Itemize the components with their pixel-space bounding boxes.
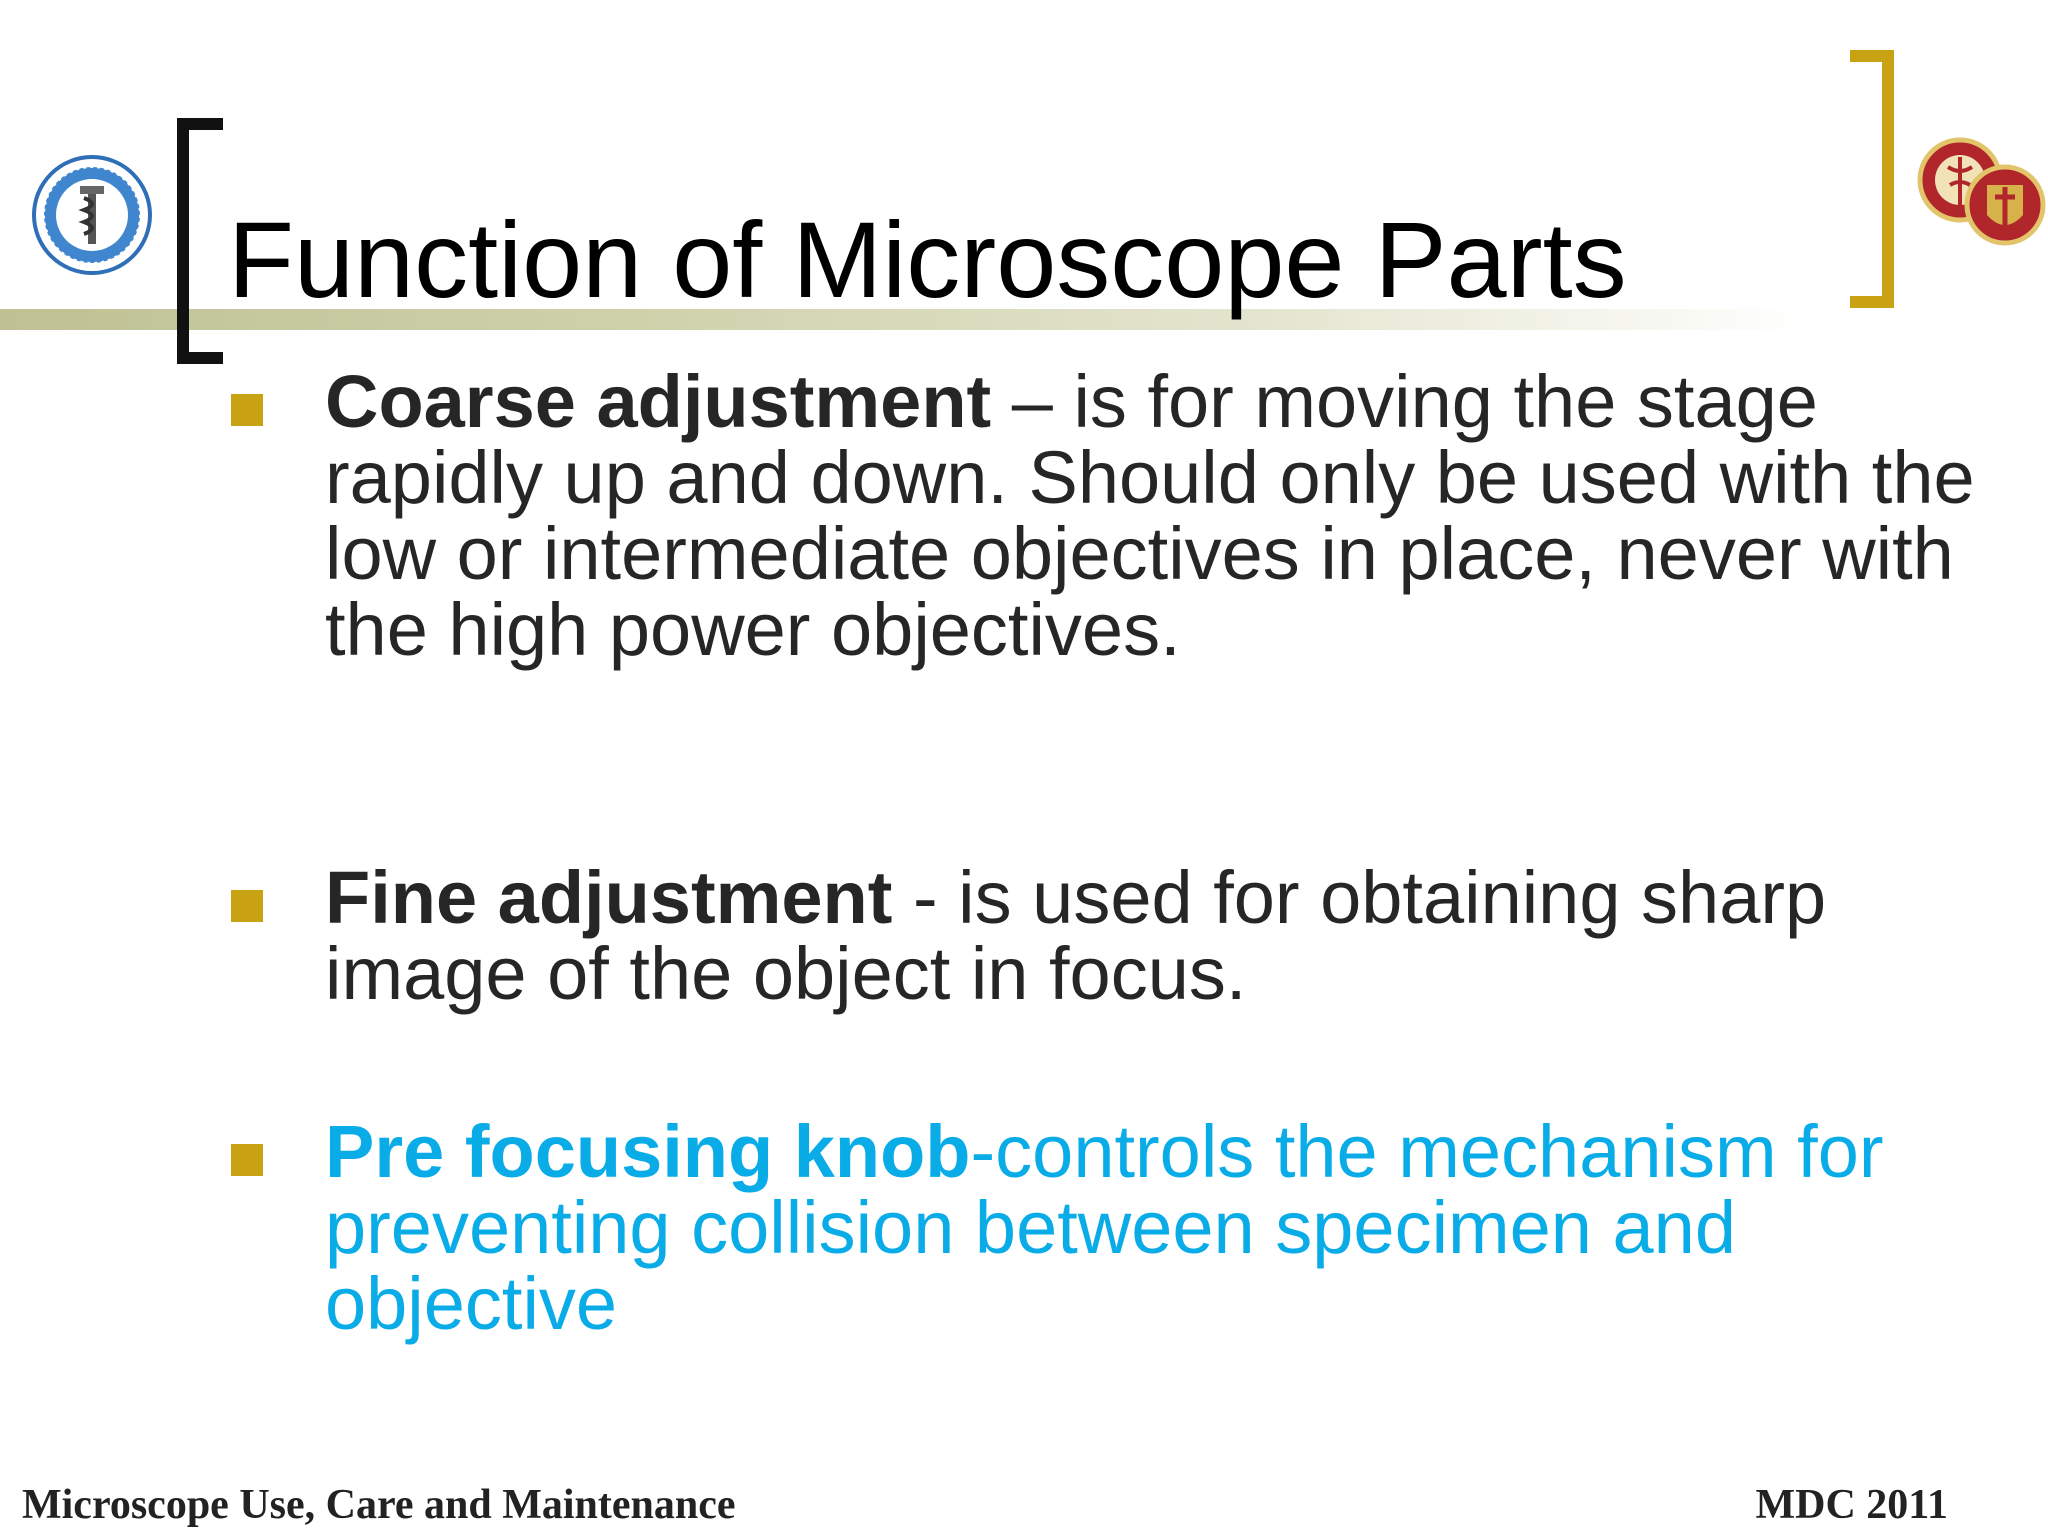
bullet-term: Fine adjustment — [325, 856, 893, 939]
slide-title: Function of Microscope Parts — [228, 199, 1627, 320]
bullet-description: - is used for obtaining sharp image of the object in focus. — [325, 856, 1827, 1015]
footer-date-label: MDC 2011 — [1755, 1482, 1948, 1528]
bullet-marker-icon — [231, 394, 263, 426]
bullet-description: -controls the mechanism for preventing collision between specimen and objective — [325, 1110, 1884, 1345]
bullet-item-coarse-adjustment — [325, 360, 2005, 671]
bullet-description: – is for moving the stage rapidly up and down. Should only be used with the low or intermediate objectives in place, never with the high power objectives. — [325, 360, 1975, 671]
bullet-term: Pre focusing knob — [325, 1110, 971, 1193]
bullet-item-fine-adjustment — [325, 856, 2005, 1015]
bullet-term: Coarse adjustment — [325, 360, 992, 443]
bullet-item-pre-focusing-knob — [325, 1110, 2005, 1345]
bullet-marker-icon — [231, 1144, 263, 1176]
bullet-marker-icon — [231, 890, 263, 922]
footer-course-title: Microscope Use, Care and Maintenance — [22, 1482, 736, 1528]
